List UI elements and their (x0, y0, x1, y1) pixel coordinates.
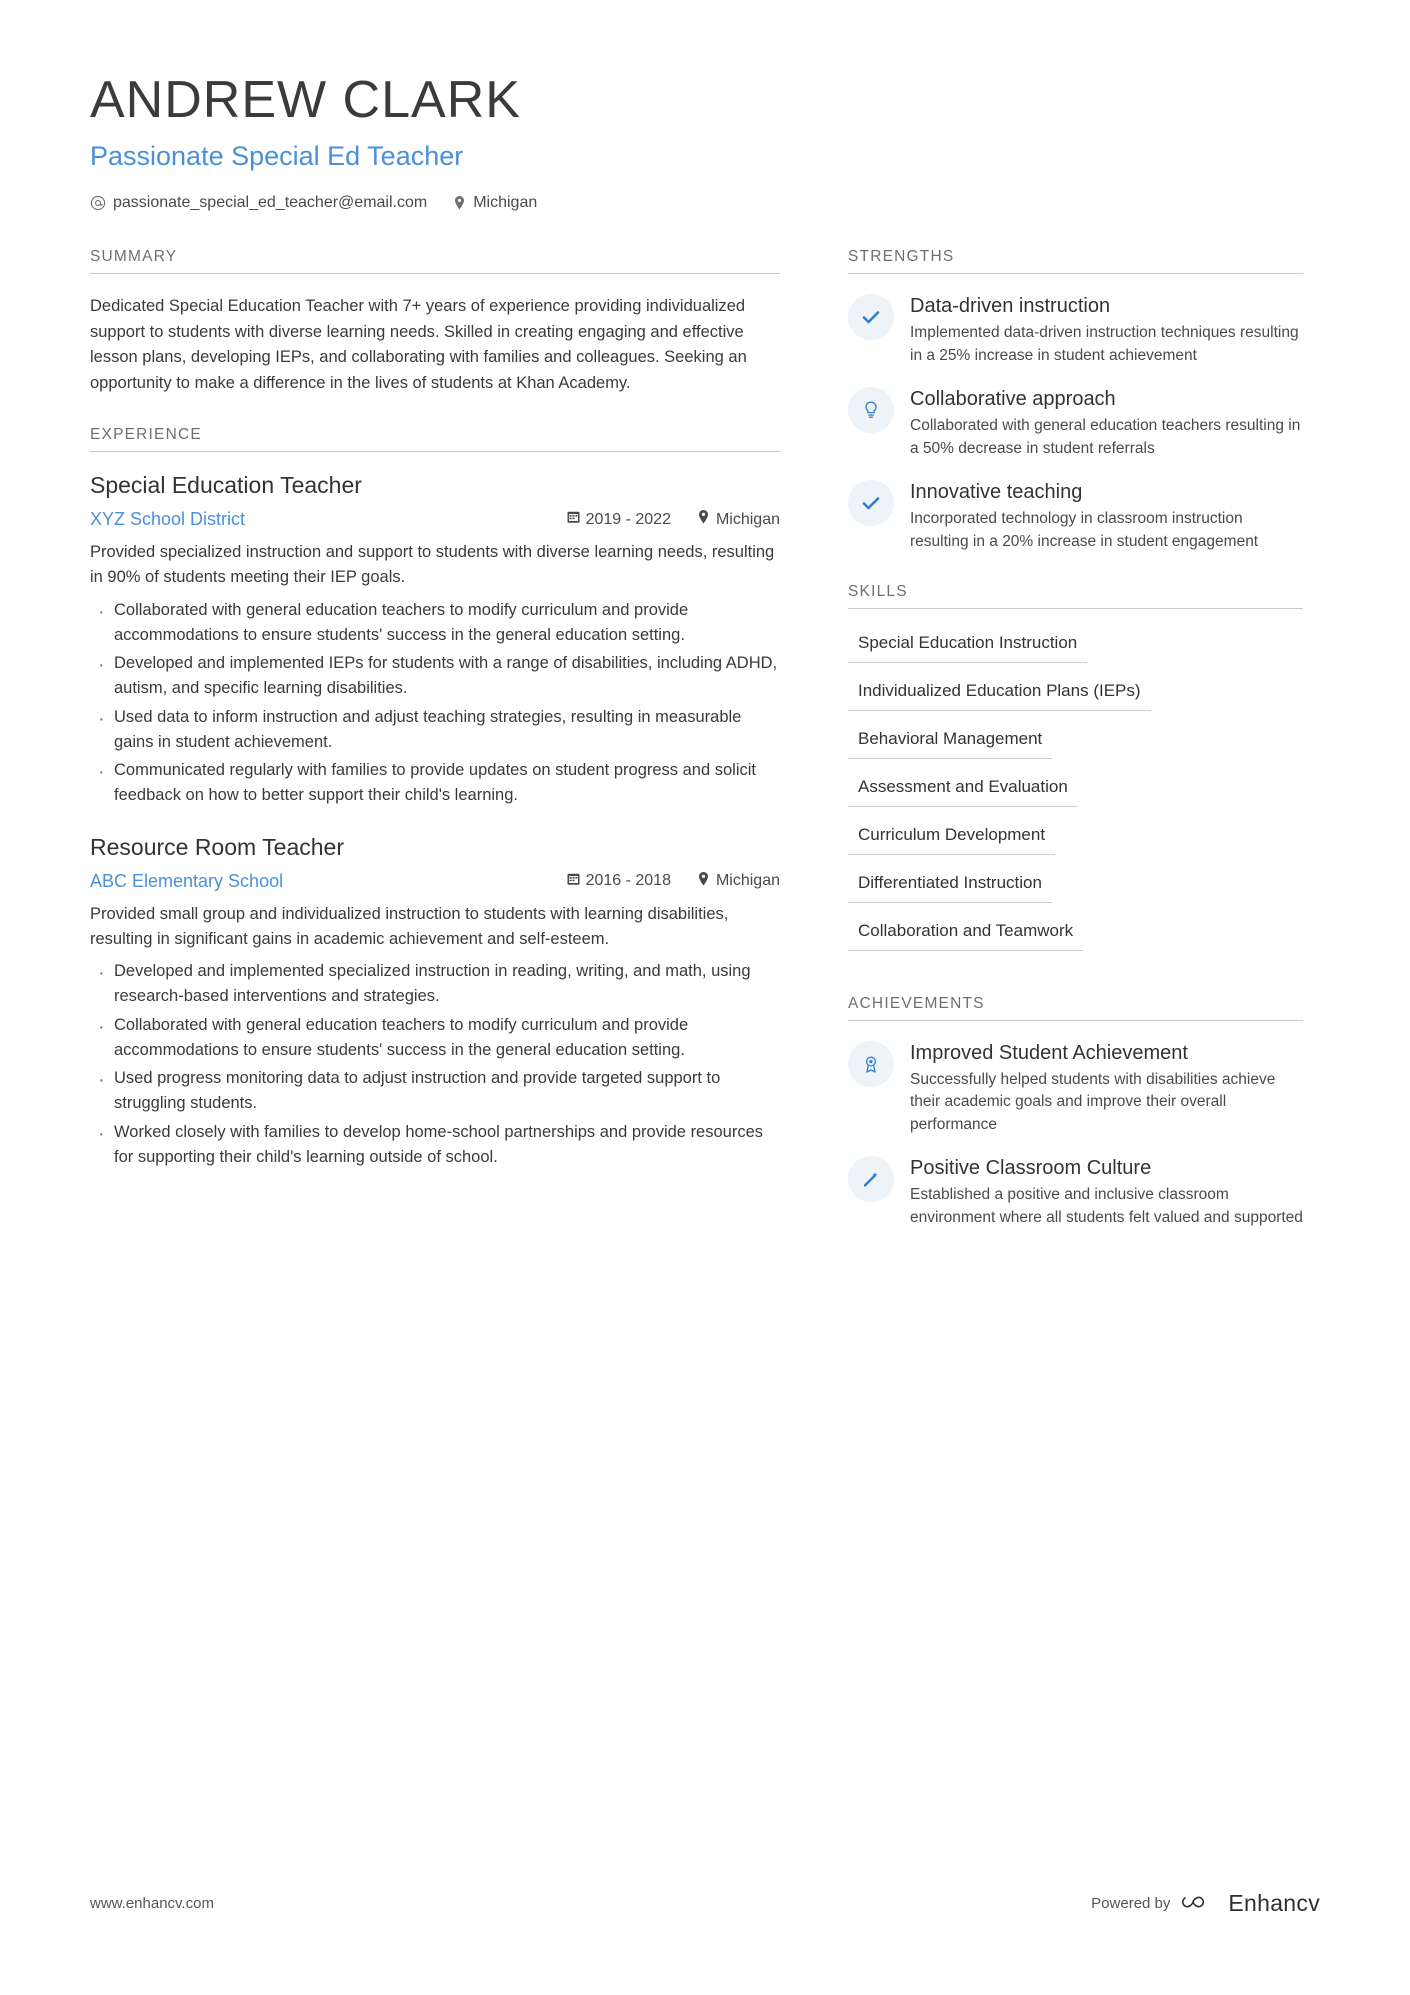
summary-text: Dedicated Special Education Teacher with 7+ years of experience providing individualized support to students with diverse learning needs. Skilled in creating engaging and effective lesson plans, developing IEPs, and collaborating with families and colleagues. Seeking an opportunity to make a difference in the lives of students at Khan Academy. (90, 297, 747, 392)
job-location (697, 871, 780, 892)
achievement-description: Successfully helped students with disabilities achieve their academic goals and improve their overall performance (910, 1071, 1276, 1133)
magic-wand-icon (848, 1156, 894, 1202)
skill-tag: Special Education Instruction (848, 629, 1087, 663)
strength-title: Innovative teaching (910, 481, 1083, 504)
achievement-title: Positive Classroom Culture (910, 1157, 1152, 1180)
resume-header (90, 72, 1320, 212)
powered-by-label: Powered by (1091, 1895, 1171, 1912)
powered-by (1091, 1890, 1320, 1917)
map-pin-icon (697, 509, 710, 530)
strength-item (848, 294, 1303, 367)
brand-name: Enhancv (1228, 1890, 1320, 1916)
resume-body (90, 248, 1320, 1259)
skill-tag: Behavioral Management (848, 725, 1052, 759)
job-bullet: · Communicated regularly with families to provide updates on student progress and solicit feedback on how to better support their child's learning. (90, 758, 780, 808)
job-meta (90, 509, 780, 530)
strength-title: Data-driven instruction (910, 295, 1111, 318)
job-location-text: Michigan (715, 872, 780, 890)
award-icon (848, 1041, 894, 1087)
left-column (90, 248, 780, 1259)
location-text: Michigan (473, 194, 538, 212)
experience-item (90, 834, 780, 1170)
strengths-heading: STRENGTHS (848, 248, 1303, 274)
achievements-section (848, 995, 1303, 1229)
job-bullet: · Collaborated with general education teachers to modify curriculum and provide accommodations to ensure students' success in the general education setting. (90, 598, 780, 648)
email-text: passionate_special_ed_teacher@email.com (113, 194, 428, 212)
strength-item (848, 387, 1303, 460)
experience-heading: EXPERIENCE (90, 426, 780, 452)
calendar-icon (567, 510, 580, 529)
at-icon (90, 195, 106, 211)
skill-tag: Curriculum Development (848, 821, 1055, 855)
job-bullet: · Developed and implemented IEPs for students with a range of disabilities, including ADHD, autism, and specific learning disabilities. (90, 651, 780, 701)
achievement-title: Improved Student Achievement (910, 1042, 1188, 1064)
strength-title: Collaborative approach (910, 388, 1116, 411)
job-bullet: · Used data to inform instruction and adjust teaching strategies, resulting in measurable gains in student achievement. (90, 705, 780, 755)
job-location-text: Michigan (715, 510, 780, 528)
job-dates (567, 510, 671, 529)
map-pin-icon (453, 195, 466, 211)
email-contact[interactable] (90, 194, 427, 212)
job-bullet: · Developed and implemented specialized instruction in reading, writing, and math, using research-based interventions and strategies. (90, 959, 780, 1009)
calendar-icon (567, 872, 580, 891)
location-contact (453, 194, 537, 212)
job-title: Resource Room Teacher (90, 833, 344, 860)
website-link[interactable]: www.enhancv.com (90, 1895, 214, 1912)
experience-section (90, 426, 780, 1169)
skill-tag: Assessment and Evaluation (848, 773, 1078, 807)
job-company[interactable]: ABC Elementary School (90, 870, 284, 891)
lightbulb-icon (848, 387, 894, 433)
job-description: Provided specialized instruction and support to students with diverse learning needs, resulting in 90% of students meeting their IEP goals. (90, 543, 775, 587)
skills-section (848, 583, 1303, 965)
achievement-item (848, 1041, 1303, 1136)
job-description: Provided small group and individualized instruction to students with learning disabilities, resulting in significant gains in academic achievement and self-esteem. (90, 904, 729, 948)
skill-tag: Differentiated Instruction (848, 869, 1052, 903)
job-title: Special Education Teacher (90, 472, 362, 499)
job-bullet: · Collaborated with general education teachers to modify curriculum and provide accommodations to ensure students' success in the general education setting. (90, 1013, 780, 1063)
experience-item (90, 472, 780, 808)
achievement-description: Established a positive and inclusive classroom environment where all students felt valued and supported (910, 1186, 1303, 1226)
achievement-item (848, 1156, 1303, 1229)
job-headline: Passionate Special Ed Teacher (90, 141, 464, 172)
job-dates-text: 2016 - 2018 (585, 872, 671, 890)
strengths-section (848, 248, 1303, 553)
job-dates-text: 2019 - 2022 (585, 510, 671, 528)
summary-heading: SUMMARY (90, 248, 780, 274)
skills-heading: SKILLS (848, 583, 1303, 609)
job-bullet: · Worked closely with families to develop home-school partnerships and provide resources for supporting their child's learning outside of school. (90, 1120, 780, 1170)
job-bullets (90, 959, 780, 1169)
skill-tag: Individualized Education Plans (IEPs) (848, 677, 1151, 711)
check-icon (848, 294, 894, 340)
strength-description: Collaborated with general education teachers resulting in a 50% decrease in student referrals (910, 417, 1301, 457)
job-dates (567, 872, 671, 891)
strength-item (848, 480, 1303, 553)
page-title: ANDREW CLARK (90, 71, 521, 129)
job-bullet: · Used progress monitoring data to adjust instruction and provide targeted support to struggling students. (90, 1066, 780, 1116)
check-icon (848, 480, 894, 526)
achievements-heading: ACHIEVEMENTS (848, 995, 1303, 1021)
strength-description: Incorporated technology in classroom instruction resulting in a 20% increase in student engagement (910, 510, 1259, 550)
contact-row (90, 194, 1320, 212)
right-column (848, 248, 1303, 1259)
strength-description: Implemented data-driven instruction techniques resulting in a 25% increase in student achievement (910, 324, 1299, 364)
page-footer (90, 1890, 1320, 1917)
job-location (697, 509, 780, 530)
summary-section (90, 248, 780, 396)
enhancv-logo-icon (1182, 1891, 1216, 1917)
job-meta (90, 871, 780, 892)
job-company[interactable]: XYZ School District (90, 509, 246, 530)
job-bullets (90, 598, 780, 808)
skill-tag: Collaboration and Teamwork (848, 917, 1083, 951)
map-pin-icon (697, 871, 710, 892)
